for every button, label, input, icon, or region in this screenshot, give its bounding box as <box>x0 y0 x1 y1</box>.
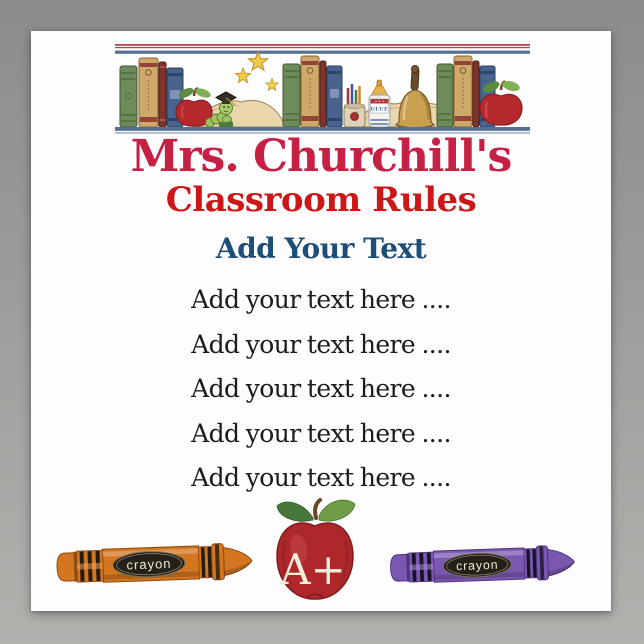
crayon-label: crayon <box>126 555 172 573</box>
apple-icon <box>480 79 522 125</box>
school-bell-icon <box>396 66 434 129</box>
apple-grade-illustration <box>269 496 361 608</box>
classroom-rules-poster <box>31 31 611 611</box>
poster-owner-name: Mrs. Churchill's <box>130 131 512 182</box>
orange-crayon-illustration <box>49 537 259 591</box>
poster-subtitle: Add Your Text <box>215 232 427 265</box>
poster-body-text <box>31 278 611 501</box>
apple-grade-label: A+ <box>280 545 346 594</box>
body-text-line: Add your text here .... <box>191 374 451 404</box>
body-text-line: Add your text here .... <box>191 329 451 359</box>
body-text-line: Add your text here .... <box>191 418 451 448</box>
body-text-line: Add your text here .... <box>191 285 451 314</box>
glue-bottle-label: GLUE <box>370 106 389 113</box>
purple-crayon-illustration <box>383 538 581 592</box>
glue-bottle-icon <box>369 80 390 127</box>
star-icon <box>235 52 278 90</box>
school-shelf-border-illustration <box>115 44 530 136</box>
crayon-label: crayon <box>455 557 499 574</box>
poster-title: Classroom Rules <box>165 180 477 220</box>
border-rule-lines <box>115 44 530 54</box>
body-text-line: Add your text here .... <box>191 463 451 493</box>
pencil-cup-icon <box>344 84 365 127</box>
book-spine-icon <box>120 58 183 127</box>
book-spine-icon <box>283 56 342 127</box>
